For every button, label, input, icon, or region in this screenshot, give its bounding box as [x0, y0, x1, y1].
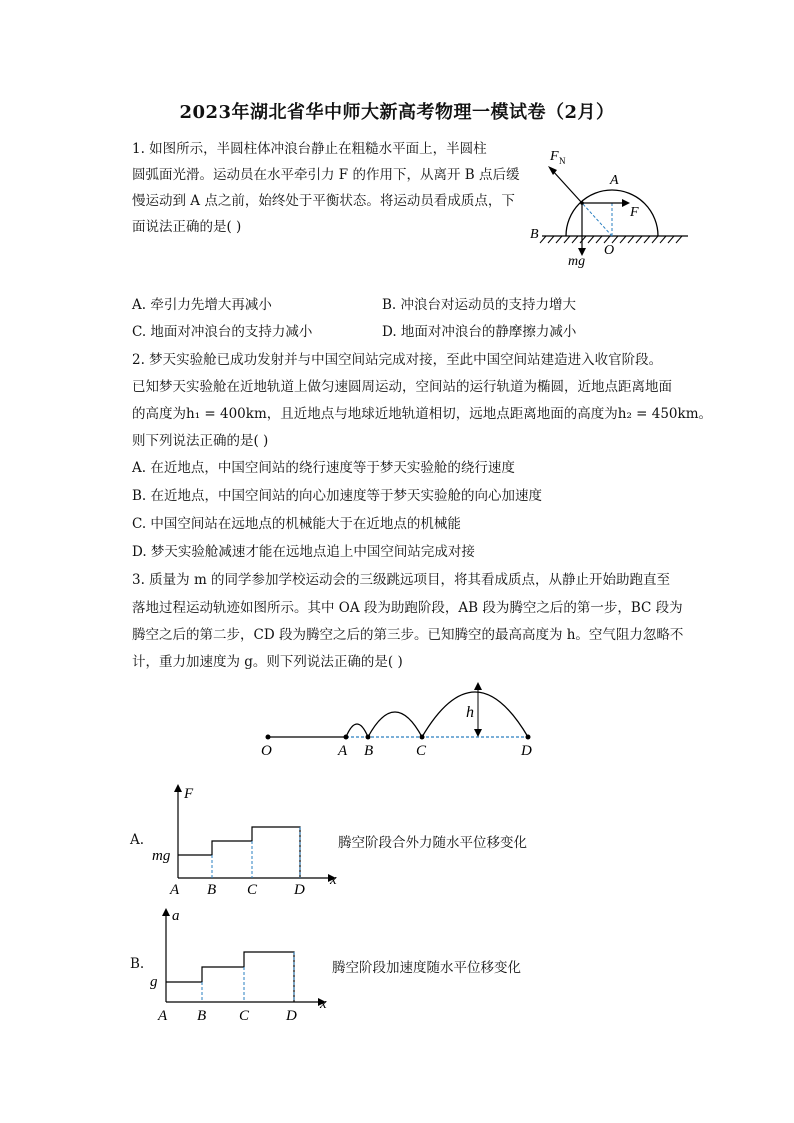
graph-a-x-label: x: [330, 872, 337, 888]
traj-o-label: O: [261, 743, 272, 759]
q1-option-d: D. 地面对冲浪台的静摩擦力减小: [382, 324, 577, 340]
graph-a-xtick-b: B: [207, 882, 217, 898]
q2-option-b: B. 在近地点，中国空间站的向心加速度等于梦天实验舱的向心加速度: [132, 488, 543, 504]
graph-a-ytick-label: mg: [152, 848, 171, 864]
q3-trajectory-figure: [250, 675, 550, 765]
q3-line-2: 落地过程运动轨迹如图所示。其中 OA 段为助跑阶段，AB 段为腾空之后的第一步，BC 段为: [132, 600, 683, 616]
q3-option-b-label: B.: [130, 956, 145, 972]
q2-option-d: D. 梦天实验舱减速才能在远地点追上中国空间站完成对接: [132, 544, 475, 560]
graph-a-xtick-a: A: [170, 882, 180, 898]
q2-line-2: 已知梦天实验舱在近地轨道上做匀速圆周运动，空间站的运行轨道为椭圆，近地点距离地面: [132, 379, 672, 395]
q1-line-4: 面说法正确的是( ): [132, 219, 242, 235]
graph-b-xtick-a: A: [158, 1008, 168, 1024]
traj-c-label: C: [416, 743, 427, 759]
graph-b-y-label: a: [172, 908, 180, 924]
fig1-mg-label: mg: [568, 254, 586, 269]
q2-option-a: A. 在近地点，中国空间站的绕行速度等于梦天实验舱的绕行速度: [132, 460, 515, 476]
graph-a-xtick-d: D: [294, 882, 305, 898]
q3-option-b-caption: 腾空阶段加速度随水平位移变化: [332, 960, 521, 976]
q3-line-3: 腾空之后的第二步，CD 段为腾空之后的第三步。已知腾空的最高高度为 h。空气阻力忽略不: [132, 627, 684, 643]
q2-line-4: 则下列说法正确的是( ): [132, 433, 269, 449]
q3-option-a-caption: 腾空阶段合外力随水平位移变化: [338, 835, 527, 851]
q3-line-4: 计，重力加速度为 g。则下列说法正确的是( ): [132, 654, 403, 670]
q2-option-c: C. 中国空间站在远地点的机械能大于在近地点的机械能: [132, 516, 461, 532]
q3-option-a-label: A.: [130, 832, 145, 848]
graph-b-xtick-d: D: [286, 1008, 297, 1024]
traj-h-label: h: [466, 704, 474, 721]
traj-a-label: A: [338, 743, 348, 759]
q1-option-b: B. 冲浪台对运动员的支持力增大: [382, 297, 577, 313]
q1-line-3: 慢运动到 A 点之前，始终处于平衡状态。将运动员看成质点，下: [132, 193, 515, 209]
traj-b-label: B: [364, 743, 374, 759]
graph-a-xtick-c: C: [247, 882, 258, 898]
page-title: 2023年湖北省华中师大新高考物理一模试卷（2月）: [179, 102, 615, 123]
q1-option-a: A. 牵引力先增大再减小: [132, 297, 272, 313]
q3-line-1: 3. 质量为 m 的同学参加学校运动会的三级跳远项目，将其看成质点，从静止开始助跑直至: [132, 572, 671, 588]
q3-option-a-graph: [150, 780, 350, 898]
graph-b-ytick-label: g: [150, 974, 158, 990]
fig1-o-label: O: [604, 243, 615, 258]
fig1-a-label: A: [610, 173, 619, 188]
q2-line-3: 的高度为h₁ = 400km，且近地点与地球近地轨道相切，远地点距离地面的高度为h₂ = 450km。: [132, 406, 712, 422]
q3-option-b-graph: [140, 904, 340, 1024]
q1-figure: [520, 140, 700, 270]
graph-a-y-label: F: [184, 786, 194, 802]
q2-line-1: 2. 梦天实验舱已成功发射并与中国空间站完成对接，至此中国空间站建造进入收官阶段。: [132, 352, 663, 368]
graph-b-xtick-b: B: [197, 1008, 207, 1024]
q1-option-c: C. 地面对冲浪台的支持力减小: [132, 324, 313, 340]
q1-line-1: 1. 如图所示，半圆柱体冲浪台静止在粗糙水平面上，半圆柱: [132, 141, 487, 157]
graph-b-x-label: x: [320, 996, 327, 1012]
fig1-fn-label: F: [550, 149, 559, 164]
fig1-fn-subscript: N: [559, 156, 566, 166]
q1-line-2: 圆弧面光滑。运动员在水平牵引力 F 的作用下，从离开 B 点后缓: [132, 167, 520, 183]
graph-b-xtick-c: C: [239, 1008, 250, 1024]
fig1-b-label: B: [530, 227, 539, 242]
fig1-f-label: F: [630, 205, 639, 220]
traj-d-label: D: [521, 743, 532, 759]
